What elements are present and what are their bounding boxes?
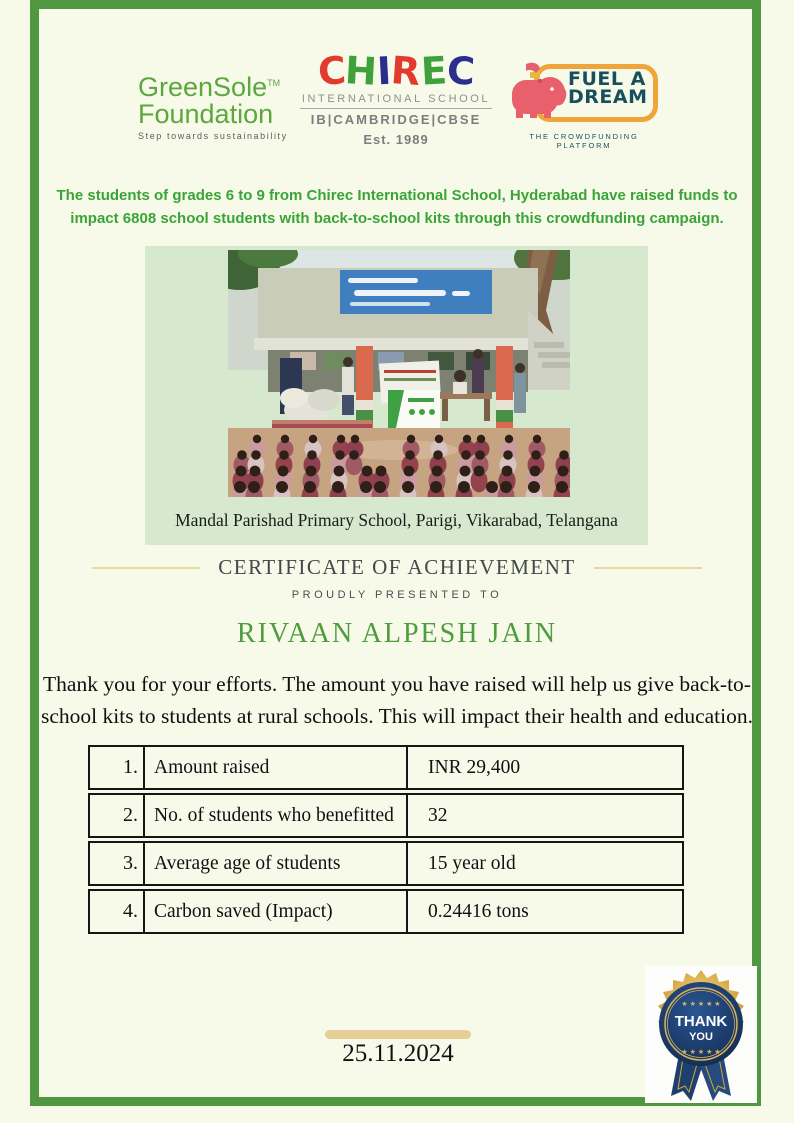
photo-panel <box>145 246 648 545</box>
chirec-established: Est. 1989 <box>363 132 429 147</box>
certificate-title-row <box>0 555 794 580</box>
row-value: 0.24416 tons <box>428 900 529 922</box>
greensole-name2: Foundation <box>138 99 274 129</box>
badge-you: YOU <box>689 1031 713 1043</box>
fuel-a-dream-tagline: THE CROWDFUNDING PLATFORM <box>529 132 639 150</box>
chirec-letter: I <box>376 48 393 94</box>
row-label: Average age of students <box>145 843 408 884</box>
row-label: Carbon saved (Impact) <box>145 891 408 932</box>
row-number: 1. <box>90 747 145 788</box>
greensole-foundation-logo <box>138 74 298 141</box>
recipient-name: RIVAAN ALPESH JAIN <box>236 618 558 649</box>
table-row <box>88 889 684 934</box>
table-row <box>88 841 684 886</box>
row-number: 3. <box>90 843 145 884</box>
elephant-piggybank-icon <box>506 58 576 128</box>
impact-table <box>88 745 684 937</box>
chirec-subtitle: INTERNATIONAL SCHOOL <box>301 93 491 105</box>
chirec-letter: E <box>419 48 448 94</box>
row-value: INR 29,400 <box>428 756 521 778</box>
chirec-wordmark <box>298 48 494 94</box>
certificate-title: CERTIFICATE OF ACHIEVEMENT <box>218 555 576 579</box>
badge-stars-bottom: ★ ★ ★ ★ ★ <box>681 1049 721 1056</box>
fuel-a-dream-logo <box>506 58 662 150</box>
fuel-a-dream-wordmark: FUEL A DREAM <box>568 68 648 109</box>
row-label: No. of students who benefitted <box>145 795 408 836</box>
title-ornament-line-left <box>92 567 200 569</box>
certificate-body-text: Thank you for your efforts. The amount you have raised will help us give back-to-school kits to students at rural schools. This will impact their health and education. <box>41 672 753 729</box>
table-row <box>88 793 684 838</box>
chirec-letter: H <box>344 48 379 94</box>
campaign-intro-text: The students of grades 6 to 9 from Chirec International School, Hyderabad have raised funds to impact 6808 school students with back-to-school kits through this crowdfunding campaign. <box>56 187 738 228</box>
school-photo <box>228 250 570 497</box>
chirec-divider <box>300 108 492 109</box>
row-number: 2. <box>90 795 145 836</box>
chirec-boards: IB|CAMBRIDGE|CBSE <box>310 112 482 127</box>
chirec-letter: C <box>445 48 476 94</box>
badge-stars-top: ★ ★ ★ ★ ★ <box>681 1001 721 1008</box>
row-value: 32 <box>428 804 448 826</box>
certificate-border-frame <box>30 0 761 1106</box>
chirec-school-logo <box>298 48 494 147</box>
photo-caption: Mandal Parishad Primary School, Parigi, Vikarabad, Telangana <box>175 510 618 530</box>
row-label: Amount raised <box>145 747 408 788</box>
greensole-tagline: Step towards sustainability <box>138 131 288 141</box>
row-number: 4. <box>90 891 145 932</box>
chirec-letter: C <box>316 48 347 94</box>
badge-thank: THANK <box>674 1013 728 1030</box>
trademark-symbol: TM <box>267 78 281 88</box>
certificate-date: 25.11.2024 <box>342 1040 454 1067</box>
title-ornament-line-right <box>594 567 702 569</box>
presented-to-label: PROUDLY PRESENTED TO <box>291 589 503 601</box>
greensole-name: GreenSole™ <box>138 72 281 102</box>
date-underline-bar <box>325 1030 471 1039</box>
chirec-letter: R <box>389 48 423 94</box>
row-value: 15 year old <box>428 852 516 874</box>
table-row <box>88 745 684 790</box>
thank-you-badge <box>645 966 757 1103</box>
